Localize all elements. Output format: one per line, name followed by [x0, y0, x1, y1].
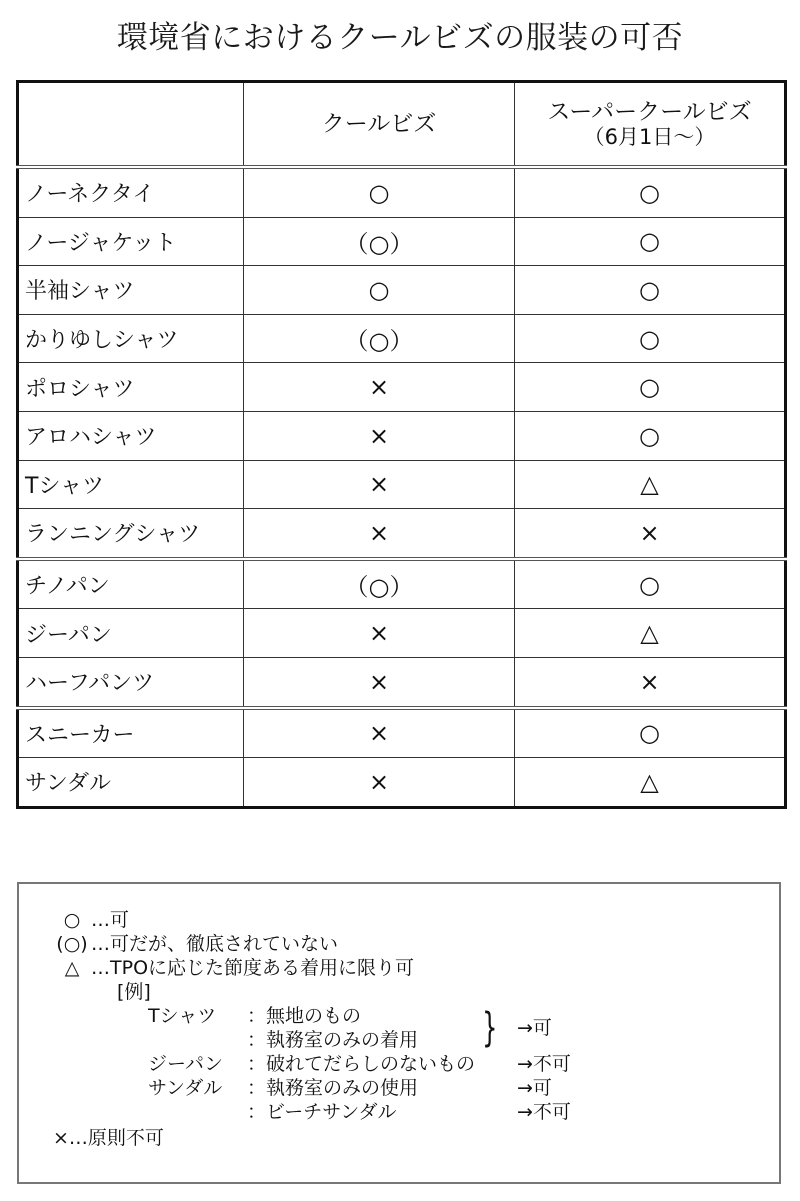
super-coolbiz-cell: ×: [515, 509, 786, 559]
header-coolbiz: クールビズ: [244, 82, 515, 168]
item-cell: 半袖シャツ: [18, 266, 244, 315]
item-cell: ノーネクタイ: [18, 167, 244, 217]
super-coolbiz-cell: ○: [515, 559, 786, 609]
paren-circle-icon: (○): [56, 933, 88, 955]
coolbiz-cell: ×: [244, 363, 515, 412]
legend-paren-circle: [53, 932, 338, 956]
table-row: [18, 460, 786, 509]
table-row: [18, 363, 786, 412]
coolbiz-cell: ○: [244, 266, 515, 315]
super-coolbiz-cell: △: [515, 758, 786, 808]
example-result: →不可: [517, 1101, 571, 1123]
legend-box: [17, 882, 781, 1184]
table-row: [18, 609, 786, 658]
super-coolbiz-cell: ○: [515, 266, 786, 315]
table-row: [18, 559, 786, 609]
super-coolbiz-cell: ○: [515, 708, 786, 758]
item-cell: チノパン: [18, 559, 244, 609]
table-row: [18, 708, 786, 758]
table-row: [18, 509, 786, 559]
table-row: [18, 758, 786, 808]
example-condition: ：執務室のみの着用: [247, 1029, 419, 1051]
table-row: [18, 411, 786, 460]
header-row: [18, 82, 786, 168]
header-super-coolbiz: [515, 82, 786, 168]
coolbiz-cell: ×: [244, 708, 515, 758]
item-cell: サンダル: [18, 758, 244, 808]
header-blank: [18, 82, 244, 168]
circle-icon: ○: [63, 909, 81, 931]
example-condition: ：破れてだらしのないもの: [247, 1053, 476, 1075]
super-coolbiz-cell: △: [515, 460, 786, 509]
example-condition: ：ビーチサンダル: [247, 1101, 397, 1123]
legend-cross: [53, 1126, 164, 1150]
item-cell: ジーパン: [18, 609, 244, 658]
item-cell: ランニングシャツ: [18, 509, 244, 559]
super-coolbiz-cell: ○: [515, 217, 786, 266]
table-row: [18, 266, 786, 315]
legend-triangle: [53, 956, 414, 980]
triangle-icon: △: [64, 957, 80, 979]
page-title: 環境省におけるクールビズの服装の可否: [116, 20, 684, 56]
item-cell: ノージャケット: [18, 217, 244, 266]
example-result: →不可: [517, 1053, 571, 1075]
cross-icon: ×: [53, 1127, 69, 1149]
dress-code-table: [16, 80, 787, 809]
example-item: サンダル: [148, 1077, 223, 1099]
table-row: [18, 217, 786, 266]
coolbiz-cell: ×: [244, 657, 515, 707]
legend-circle-text: …可: [91, 909, 130, 931]
legend-circle: [53, 908, 129, 932]
item-cell: ポロシャツ: [18, 363, 244, 412]
coolbiz-cell: （○）: [244, 314, 515, 363]
super-coolbiz-cell: ×: [515, 657, 786, 707]
item-cell: ハーフパンツ: [18, 657, 244, 707]
example-result: →可: [517, 1077, 552, 1099]
example-item: Tシャツ: [148, 1005, 217, 1027]
super-coolbiz-cell: ○: [515, 411, 786, 460]
header-super-coolbiz-label: スーパークールビズ: [547, 98, 752, 125]
legend-triangle-text: …TPOに応じた節度ある着用に限り可: [91, 957, 415, 979]
coolbiz-cell: ×: [244, 609, 515, 658]
item-cell: スニーカー: [18, 708, 244, 758]
super-coolbiz-cell: △: [515, 609, 786, 658]
item-cell: かりゆしシャツ: [18, 314, 244, 363]
coolbiz-cell: （○）: [244, 217, 515, 266]
item-cell: アロハシャツ: [18, 411, 244, 460]
legend-cross-text: …原則不可: [68, 1127, 164, 1149]
table-row: [18, 314, 786, 363]
header-super-coolbiz-date: （6月1日～）: [583, 125, 716, 150]
item-cell: Tシャツ: [18, 460, 244, 509]
coolbiz-cell: ×: [244, 509, 515, 559]
example-result: →可: [517, 1017, 552, 1039]
example-condition: ：無地のもの: [247, 1005, 362, 1027]
coolbiz-cell: ○: [244, 167, 515, 217]
super-coolbiz-cell: ○: [515, 314, 786, 363]
example-condition: ：執務室のみの使用: [247, 1077, 419, 1099]
example-item: ジーパン: [148, 1053, 224, 1075]
coolbiz-cell: ×: [244, 460, 515, 509]
super-coolbiz-cell: ○: [515, 363, 786, 412]
super-coolbiz-cell: ○: [515, 167, 786, 217]
brace-icon: }: [482, 1005, 498, 1051]
table-row: [18, 167, 786, 217]
coolbiz-cell: ×: [244, 411, 515, 460]
coolbiz-cell: （○）: [244, 559, 515, 609]
table-row: [18, 657, 786, 707]
coolbiz-cell: ×: [244, 758, 515, 808]
legend-example-label: [例]: [117, 981, 151, 1003]
legend-paren-circle-text: …可だが、徹底されていない: [91, 933, 339, 955]
